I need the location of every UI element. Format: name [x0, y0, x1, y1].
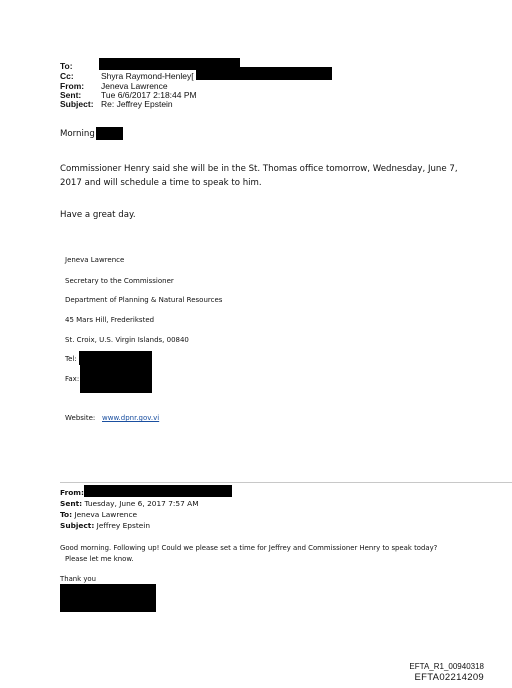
quoted-message-line-2: Please let me know.: [65, 555, 134, 563]
subject-label: Subject:: [60, 99, 94, 109]
from-label: From:: [60, 81, 85, 91]
cc-label: Cc:: [60, 71, 74, 81]
sent-label: Sent:: [60, 90, 82, 100]
quoted-sent: Sent: Tuesday, June 6, 2017 7:57 AM: [60, 499, 199, 508]
redaction-fax: [80, 365, 152, 393]
signature-name: Jeneva Lawrence: [65, 256, 125, 264]
quoted-thanks: Thank you: [60, 575, 97, 583]
to-label: To:: [60, 61, 73, 71]
website-label: Website:: [65, 414, 96, 422]
document-id-1: EFTA_R1_00940318: [409, 662, 484, 671]
redaction-cc: [196, 67, 332, 80]
message-line-2: 2017 and will schedule a time to speak to him.: [60, 178, 262, 188]
sent-value: Tue 6/6/2017 2:18:44 PM: [101, 90, 197, 100]
tel-label: Tel:: [65, 355, 77, 363]
subject-value: Re: Jeffrey Epstein: [101, 99, 173, 109]
quoted-to: To: Jeneva Lawrence: [60, 510, 138, 519]
redaction-tel: [79, 351, 152, 365]
quoted-from-label: From:: [60, 488, 84, 497]
signature-address-2: St. Croix, U.S. Virgin Islands, 00840: [65, 336, 189, 344]
signature-title: Secretary to the Commissioner: [65, 277, 174, 285]
greeting: Morning: [60, 129, 95, 139]
signature-department: Department of Planning & Natural Resources: [65, 296, 223, 304]
redaction-greeting-name: [96, 127, 123, 140]
fax-label: Fax:: [65, 375, 80, 383]
redaction-quoted-from: [84, 485, 232, 497]
cc-value: Shyra Raymond-Henley[: [101, 71, 194, 81]
redaction-quoted-signature: [60, 584, 156, 612]
closing-line: Have a great day.: [60, 210, 136, 220]
signature-address-1: 45 Mars Hill, Frederiksted: [65, 316, 155, 324]
reply-divider: [60, 482, 512, 483]
website-link[interactable]: www.dpnr.gov.vi: [102, 414, 160, 422]
quoted-message-line-1: Good morning. Following up! Could we please set a time for Jeffrey and Commissioner Henry to speak today?: [60, 544, 438, 552]
message-line-1: Commissioner Henry said she will be in the St. Thomas office tomorrow, Wednesday, June 7,: [60, 164, 458, 174]
document-id-2: EFTA02214209: [414, 672, 484, 683]
message-paragraph: [60, 162, 500, 190]
quoted-subject: Subject: Jeffrey Epstein: [60, 521, 151, 530]
from-value: Jeneva Lawrence: [101, 81, 168, 91]
